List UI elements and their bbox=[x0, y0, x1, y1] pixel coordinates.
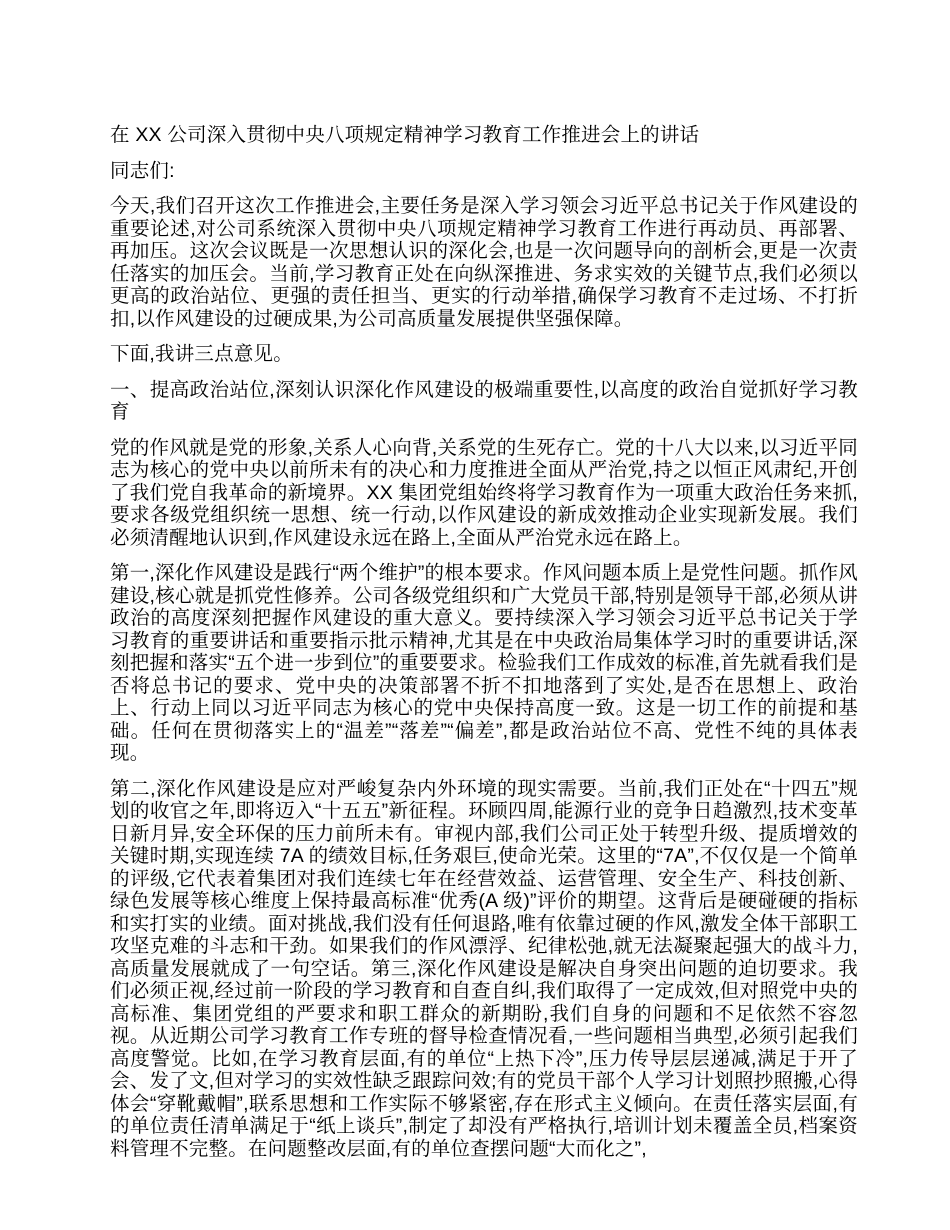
body-paragraph: 党的作风就是党的形象,关系人心向背,关系党的生死存亡。党的十八大以来,以习近平同志为核心的党中央以前所未有的决心和力度推进全面从严治党,持之以恒正风肃纪,开创了我们党自我革命的新境界。XX 集团党组始终将学习教育作为一项重大政治任务来抓,要求各级党组织统一思想、统一行动,以作风建设的新成效推动企业实现新发展。我们必须清醒地认识到,作风建设永远在路上,全面从严治党永远在路上。 bbox=[110, 436, 858, 549]
salutation: 同志们: bbox=[110, 159, 175, 182]
document-body bbox=[110, 195, 858, 1160]
body-paragraph: 第一,深化作风建设是践行“两个维护”的根本要求。作风问题本质上是党性问题。抓作风建设,核心就是抓党性修养。公司各级党组织和广大党员干部,特别是领导干部,必须从讲政治的高度深刻把握作风建设的重大意义。要持续深入学习领会习近平总书记关于学习教育的重要讲话和重要指示批示精神,尤其是在中央政治局集体学习时的重要讲话,深刻把握和落实“五个进一步到位”的重要要求。检验我们工作成效的标准,首先就看我们是否将总书记的要求、党中央的决策部署不折不扣地落到了实处,是否在思想上、政治上、行动上同以习近平同志为核心的党中央保持高度一致。这是一切工作的前提和基础。任何在贯彻落实上的“温差”“落差”“偏差”,都是政治站位不高、党性不纯的具体表现。 bbox=[110, 562, 858, 764]
body-paragraph: 今天,我们召开这次工作推进会,主要任务是深入学习领会习近平总书记关于作风建设的重要论述,对公司系统深入贯彻中央八项规定精神学习教育工作进行再动员、再部署、再加压。这次会议既是一次思想认识的深化会,也是一次问题导向的剖析会,更是一次责任落实的加压会。当前,学习教育正处在向纵深推进、务求实效的关键节点,我们必须以更高的政治站位、更强的责任担当、更实的行动举措,确保学习教育不走过场、不打折扣,以作风建设的过硬成果,为公司高质量发展提供坚强保障。 bbox=[110, 195, 858, 330]
document-title: 在 XX 公司深入贯彻中央八项规定精神学习教育工作推进会上的讲话 bbox=[110, 124, 700, 146]
document-content bbox=[110, 124, 858, 1173]
body-paragraph: 下面,我讲三点意见。 bbox=[110, 343, 293, 365]
body-paragraph: 第二,深化作风建设是应对严峻复杂内外环境的现实需要。当前,我们正处在“十四五”规划的收官之年,即将迈入“十五五”新征程。环顾四周,能源行业的竞争日趋激烈,技术变革日新月异,安全环保的压力前所未有。审视内部,我们公司正处于转型升级、提质增效的关键时期,实现连续 7A 的绩效目标,任务艰巨,使命光荣。这里的“7A”,不仅仅是一个简单的评级,它代表着集团对我们连续七年在经营效益、运营管理、安全生产、科技创新、绿色发展等核心维度上保持最高标准“优秀(A 级)”评价的期望。这背后是硬碰硬的指标和实打实的业绩。面对挑战,我们没有任何退路,唯有依靠过硬的作风,激发全体干部职工攻坚克难的斗志和干劲。如果我们的作风漂浮、纪律松弛,就无法凝聚起强大的战斗力,高质量发展就成了一句空话。第三,深化作风建设是解决自身突出问题的迫切要求。我们必须正视,经过前一阶段的学习教育和自查自纠,我们取得了一定成效,但对照党中央的高标准、集团党组的严要求和职工群众的新期盼,我们自身的问题和不足依然不容忽视。从近期公司学习教育工作专班的督导检查情况看,一些问题相当典型,必须引起我们高度警觉。比如,在学习教育层面,有的单位“上热下冷”,压力传导层层递减,满足于开了会、发了文,但对学习的实效性缺乏跟踪问效;有的党员干部个人学习计划照抄照搬,心得体会“穿靴戴帽”,联系思想和工作实际不够紧密,存在形式主义倾向。在责任落实层面,有的单位责任清单满足于“纸上谈兵”,制定了却没有严格执行,培训计划未覆盖全员,档案资料管理不完整。在问题整改层面,有的单位查摆问题“大而化之”, bbox=[110, 777, 858, 1160]
section-heading: 一、提高政治站位,深刻认识深化作风建设的极端重要性,以高度的政治自觉抓好学习教育 bbox=[110, 378, 858, 423]
